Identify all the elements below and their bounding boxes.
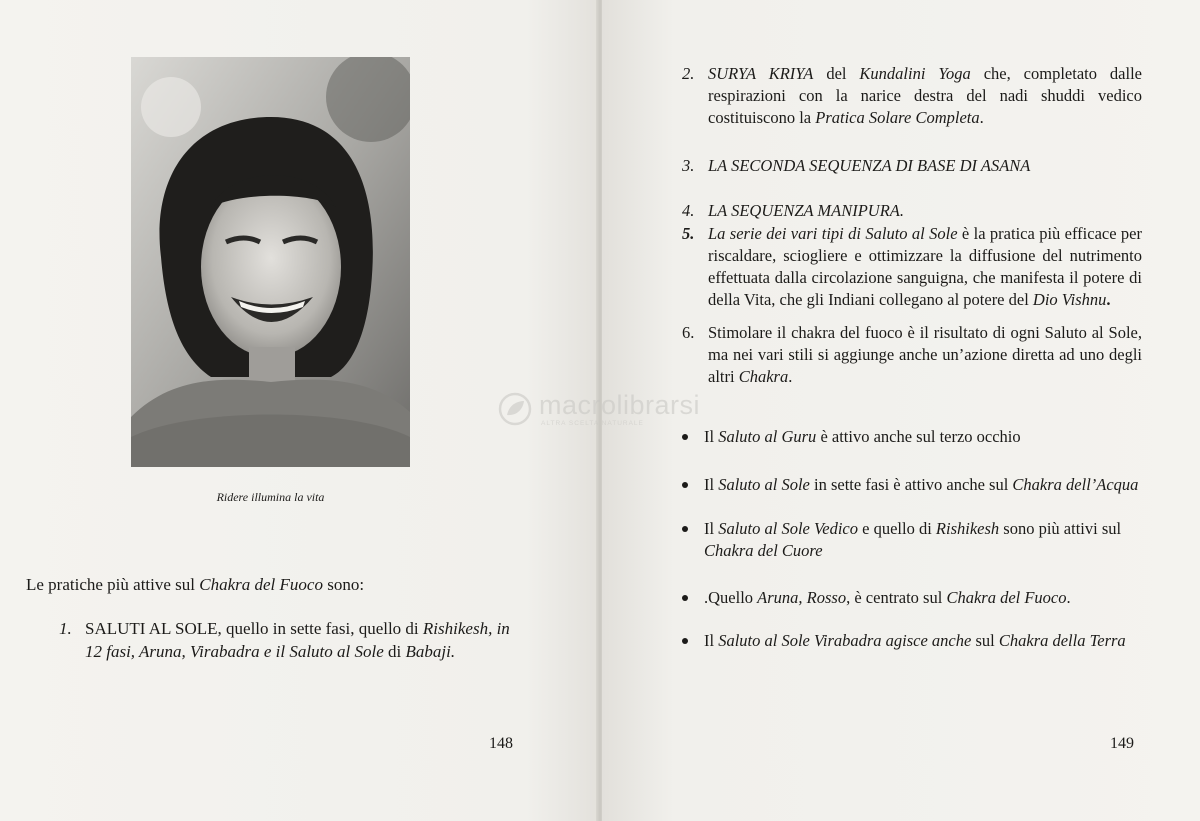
- list-item-2: [682, 63, 1142, 129]
- bullet-item-5-part-c: sul: [971, 631, 999, 650]
- bullet-item-3-part-f: Chakra del Cuore: [704, 541, 823, 560]
- bullet-item-1-part-c: è attivo anche sul terzo occhio: [816, 427, 1021, 446]
- list-item-6-part-1: Stimolare il chakra del fuoco è il risultato di ogni Saluto al Sole, ma nei vari stili si aggiunge anche un’azione diretta ad uno degli altri: [708, 323, 1142, 386]
- bullet-item-2-part-c: in sette fasi è attivo anche sul: [809, 475, 1013, 494]
- bullet-item-4-part-d: Chakra del Fuoco: [946, 588, 1067, 607]
- list-item-1: [59, 617, 529, 663]
- list-item-2-text: [708, 63, 1142, 129]
- list-item-6-text: [708, 322, 1142, 388]
- bullet-item-5-part-a: Il: [704, 631, 719, 650]
- leaf-logo-icon: [497, 391, 533, 427]
- list-item-5-part-4: .: [1106, 290, 1111, 309]
- bullet-item-4-part-a: .Quello: [704, 588, 758, 607]
- bullet-item-3-part-c: e quello di: [858, 519, 936, 538]
- list-item-4: [682, 200, 1142, 222]
- intro-text-start: Le pratiche più attive sul: [26, 575, 200, 594]
- bullet-item-2-part-b: Saluto al Sole: [718, 475, 810, 494]
- list-item-2-part-1: SURYA KRIYA: [708, 64, 814, 83]
- list-item-5-part-3: Dio Vishnu: [1032, 290, 1107, 309]
- list-item-6-part-3: .: [788, 367, 793, 386]
- list-item-2-part-3: Kundalini Yoga: [859, 64, 971, 83]
- bullet-item-4-part-b: Aruna, Rosso: [757, 588, 847, 607]
- page-number-left: 148: [489, 735, 513, 752]
- list-item-6-number: 6.: [682, 323, 695, 342]
- bullet-item-3-text: [704, 518, 1148, 562]
- intro-text-chakra: Chakra del Fuoco: [199, 575, 323, 594]
- list-item-5: [682, 223, 1142, 311]
- bullet-item-2-part-a: Il: [704, 475, 719, 494]
- watermark-text: macrolibrarsi: [539, 390, 701, 420]
- watermark: [497, 389, 707, 433]
- bullet-dot-icon: [682, 482, 688, 488]
- bullet-item-1: [678, 426, 1148, 448]
- bullet-item-2-part-d: Chakra dell’Acqua: [1012, 475, 1139, 494]
- bullet-item-5-text: [704, 630, 1148, 652]
- list-item-5-part-1: La serie dei vari tipi di Saluto al Sole: [708, 224, 958, 243]
- bullet-item-4: [678, 587, 1148, 609]
- bullet-item-5-part-b: Saluto al Sole Virabadra agisce anche: [718, 631, 972, 650]
- portrait-photo: [131, 57, 410, 467]
- bullet-item-2: [678, 474, 1148, 496]
- list-item-5-text: [708, 223, 1142, 311]
- bullet-item-3-part-b: Saluto al Sole Vedico: [718, 519, 858, 538]
- bullet-dot-icon: [682, 434, 688, 440]
- bullet-item-2-text: [704, 474, 1148, 496]
- bullet-item-1-text: [704, 426, 1148, 448]
- list-item-4-number: 4.: [682, 201, 695, 220]
- list-item-1-text: [85, 617, 529, 663]
- list-item-3-text: LA SECONDA SEQUENZA DI BASE DI ASANA: [708, 156, 1031, 175]
- watermark-subtext: ALTRA SCELTA NATURALE: [541, 420, 644, 427]
- list-item-4-text: LA SEQUENZA MANIPURA.: [708, 201, 905, 220]
- bullet-item-4-part-e: .: [1066, 588, 1071, 607]
- bullet-item-5-part-d: Chakra della Terra: [998, 631, 1126, 650]
- page-number-right: 149: [1110, 735, 1134, 752]
- bullet-item-4-part-c: , è centrato sul: [846, 588, 947, 607]
- list-item-5-number: 5.: [682, 224, 695, 243]
- bullet-item-5: [678, 630, 1148, 652]
- photo-caption: Ridere illumina la vita: [216, 490, 325, 504]
- list-item-2-part-6: .: [979, 108, 984, 127]
- list-item-1-part-3: di: [383, 642, 406, 661]
- bullet-dot-icon: [682, 638, 688, 644]
- bullet-dot-icon: [682, 526, 688, 532]
- bullet-item-3-part-e: sono più attivi sul: [999, 519, 1122, 538]
- list-item-3-number: 3.: [682, 156, 695, 175]
- list-item-2-part-2: del: [813, 64, 860, 83]
- intro-paragraph: [26, 573, 566, 596]
- list-item-6-part-2: Chakra: [738, 367, 789, 386]
- list-item-1-part-4: Babaji.: [405, 642, 456, 661]
- portrait-photo-drawing: [131, 57, 410, 467]
- list-item-1-part-1: SALUTI AL SOLE, quello in sette fasi, quello di: [85, 619, 423, 638]
- list-item-2-number: 2.: [682, 64, 695, 83]
- list-item-6: [682, 322, 1142, 388]
- intro-text-end: sono:: [322, 575, 365, 594]
- bullet-item-3: [678, 518, 1148, 562]
- list-item-5-part-2: è la pratica più efficace per riscaldare, sciogliere e ottimizzare la diffusione del nutrimento effettuata dalla circolazione sanguigna, che manifesta il potere di della Vita, che gli Indiani collegano al potere del: [708, 224, 1142, 309]
- list-item-1-part-2: Rishikesh, in 12 fasi, Aruna, Virabadra e il Saluto al Sole: [85, 619, 510, 661]
- list-item-2-part-4: che, completato dalle respirazioni con la narice destra del nadi shuddi vedico costituiscono la: [708, 64, 1142, 127]
- bullet-item-3-part-a: Il: [704, 519, 719, 538]
- list-item-3: [682, 155, 1142, 177]
- bullet-item-1-part-b: Saluto al Guru: [718, 427, 817, 446]
- bullet-item-4-text: [704, 587, 1148, 609]
- list-item-2-part-5: Pratica Solare Completa: [815, 108, 980, 127]
- bullet-item-3-part-d: Rishikesh: [935, 519, 1000, 538]
- bullet-dot-icon: [682, 595, 688, 601]
- bullet-item-1-part-a: Il: [704, 427, 719, 446]
- list-item-1-number: 1.: [59, 619, 72, 638]
